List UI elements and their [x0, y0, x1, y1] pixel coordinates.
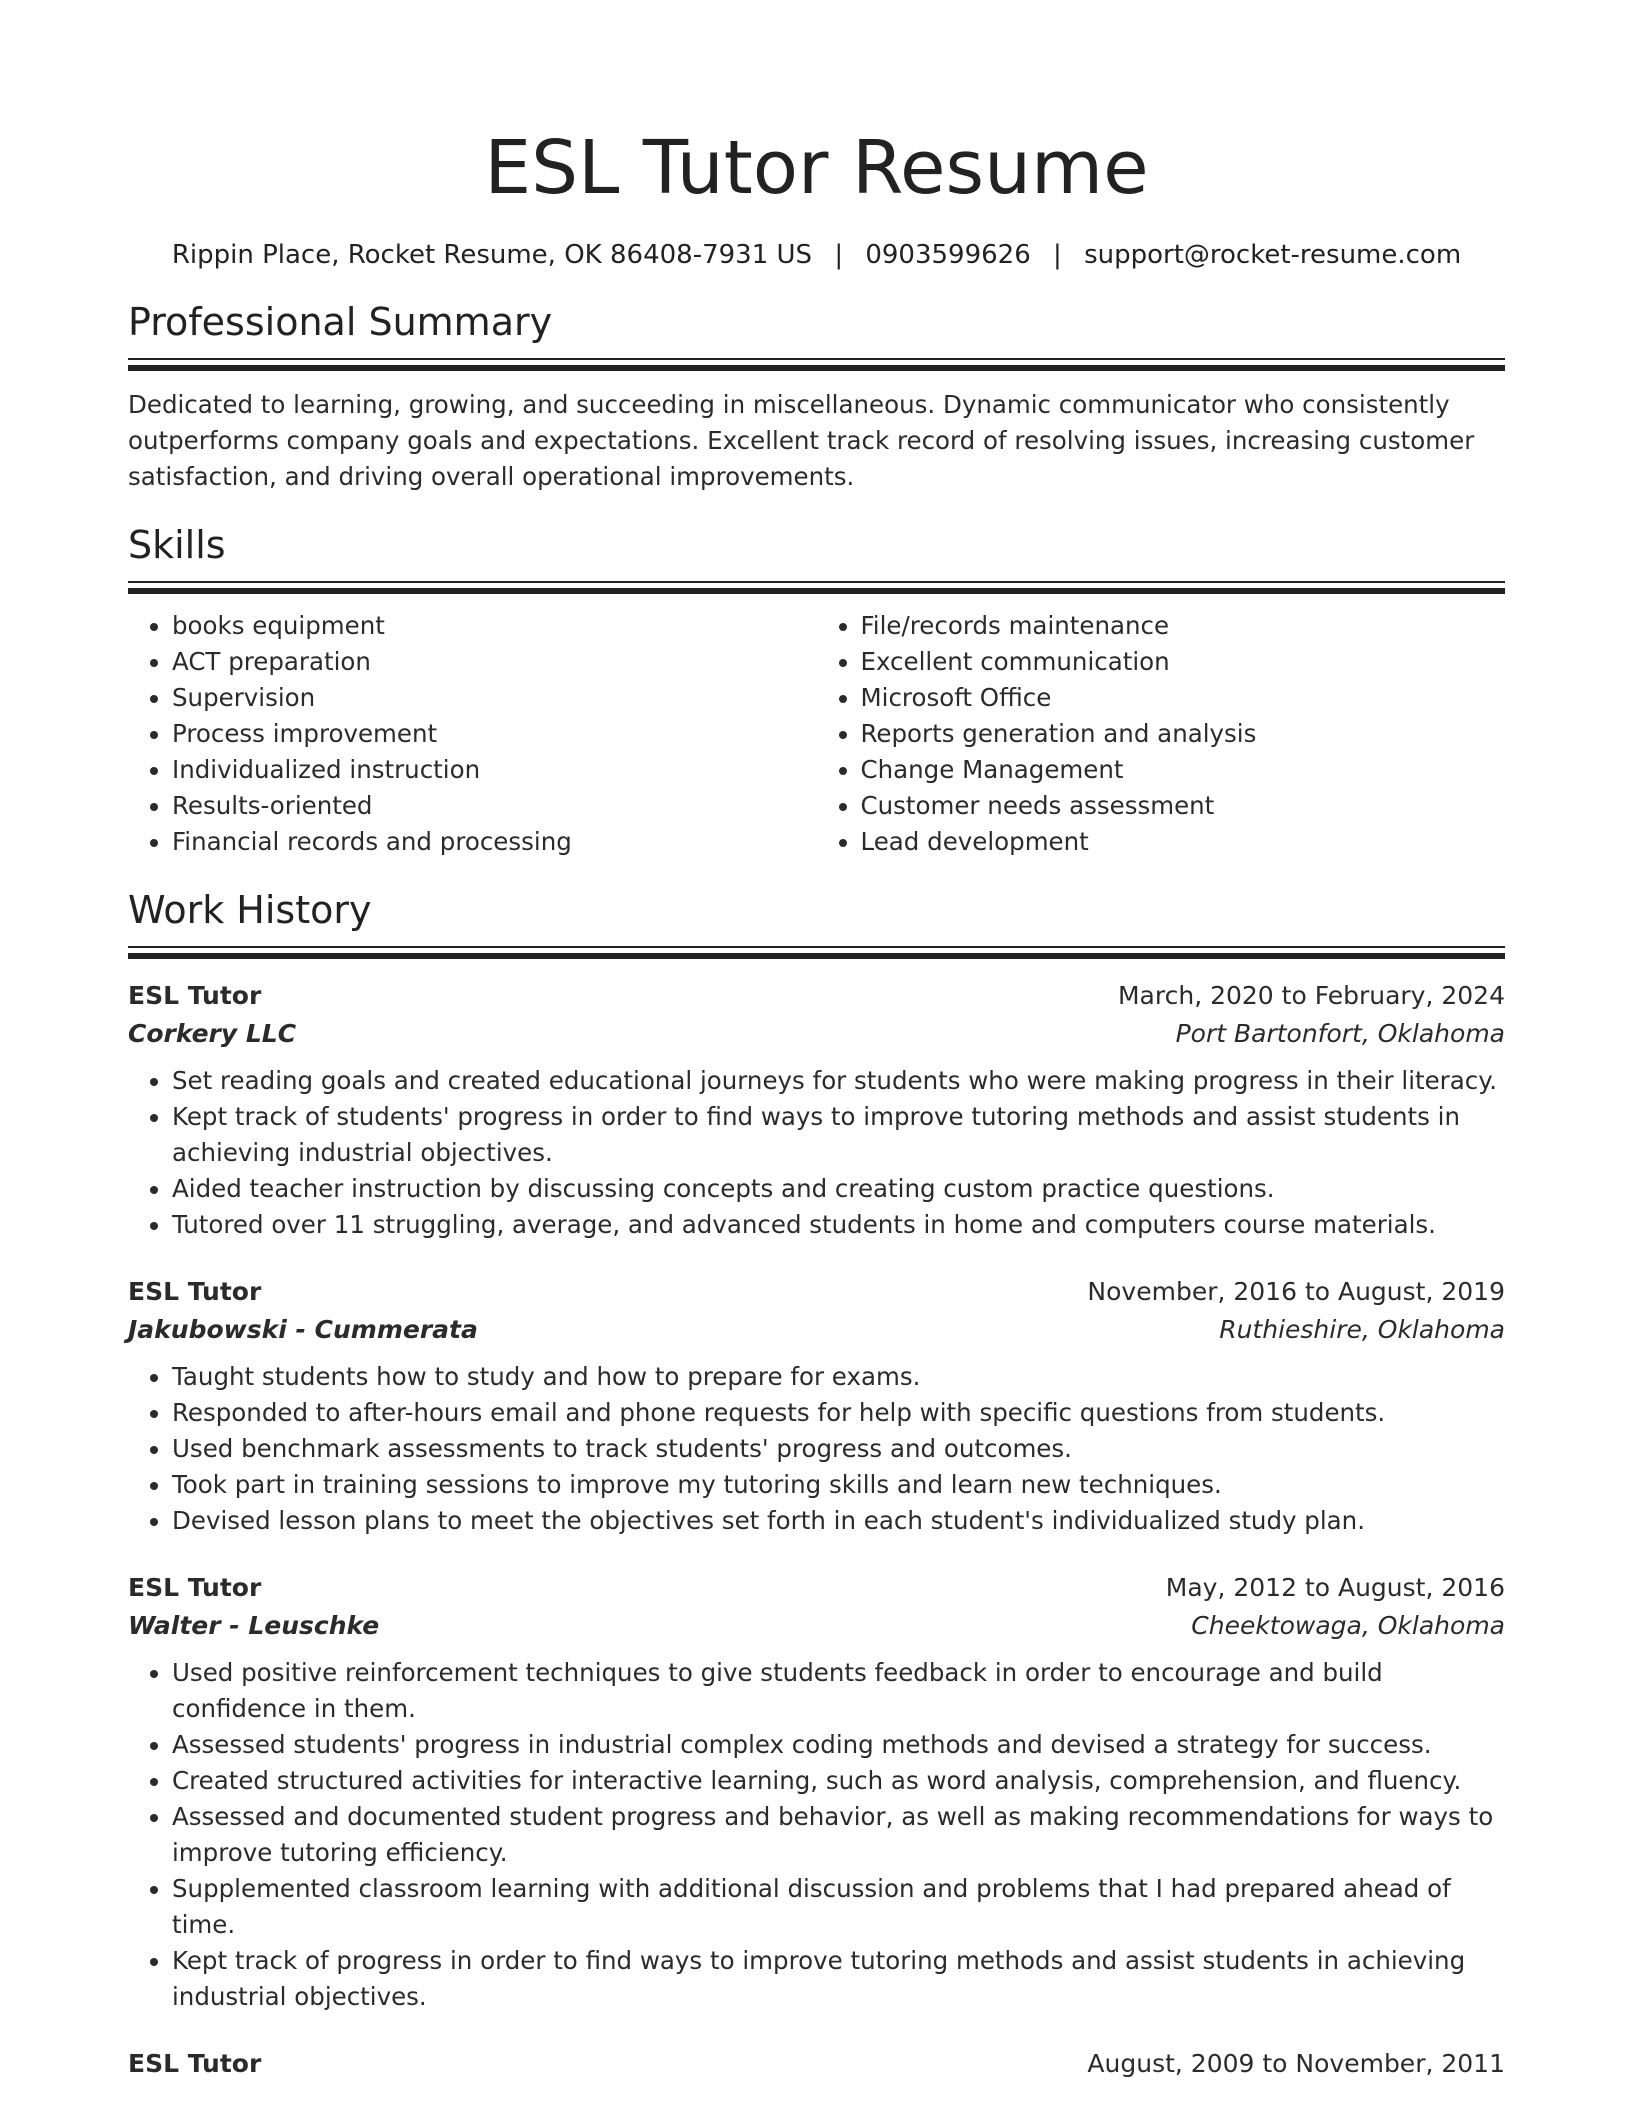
job-bullet: • Created structured activities for interactive learning, such as word analysis, comprehension, and fluency.	[172, 1763, 1505, 1799]
skill-item: • Customer needs assessment	[861, 788, 1506, 824]
job-title: ESL Tutor	[128, 1573, 262, 1602]
skill-item: • Financial records and processing	[172, 824, 817, 860]
job-bullet: • Devised lesson plans to meet the objectives set forth in each student's individualized study plan.	[172, 1503, 1505, 1539]
section-rule-thick	[128, 588, 1505, 594]
job-bullet: • Kept track of students' progress in order to find ways to improve tutoring methods and assist students in achieving industrial objectives.	[172, 1099, 1505, 1171]
job-location: Cheektowaga, Oklahoma	[1191, 1611, 1505, 1640]
skill-item: • Individualized instruction	[172, 752, 817, 788]
section-rule-thin	[128, 358, 1505, 360]
skills-list-left	[128, 608, 817, 860]
job-bullet: • Kept track of progress in order to find ways to improve tutoring methods and assist students in achieving industrial objectives.	[172, 1943, 1505, 2015]
job-header-row	[128, 1569, 1505, 1607]
job-bullets	[128, 1655, 1505, 2015]
resume-title: ESL Tutor Resume	[484, 125, 1149, 211]
section-title-skills: Skills	[128, 523, 226, 567]
job-company-row	[128, 1311, 1505, 1349]
job-location: Ruthieshire, Oklahoma	[1219, 1315, 1505, 1344]
job-bullets	[128, 1063, 1505, 1243]
job-company-row	[128, 1607, 1505, 1645]
skill-item: • Change Management	[861, 752, 1506, 788]
job-entry	[128, 1569, 1505, 2015]
section-rule-thin	[128, 946, 1505, 948]
job-location: Port Bartonfort, Oklahoma	[1175, 1019, 1505, 1048]
skill-item: • Process improvement	[172, 716, 817, 752]
contact-line	[128, 238, 1505, 272]
skill-item: • Excellent communication	[861, 644, 1506, 680]
job-bullet: • Assessed and documented student progress and behavior, as well as making recommendations for ways to improve tutoring efficiency.	[172, 1799, 1505, 1871]
job-entry	[128, 1273, 1505, 1539]
job-title: ESL Tutor	[128, 981, 262, 1010]
job-company: Walter - Leuschke	[128, 1611, 380, 1640]
job-bullet: • Taught students how to study and how to prepare for exams.	[172, 1359, 1505, 1395]
job-dates: November, 2016 to August, 2019	[1087, 1277, 1505, 1306]
skills-section	[128, 521, 1505, 860]
contact-address: Rippin Place, Rocket Resume, OK 86408-7931 US	[171, 240, 813, 270]
job-entry	[128, 977, 1505, 1243]
job-bullet: • Responded to after-hours email and phone requests for help with specific questions from students.	[172, 1395, 1505, 1431]
section-rule-thin	[128, 581, 1505, 583]
job-company: Corkery LLC	[128, 1019, 297, 1048]
skills-list-right	[817, 608, 1506, 860]
job-bullet: • Tutored over 11 struggling, average, and advanced students in home and computers course materials.	[172, 1207, 1505, 1243]
job-company-row	[128, 1015, 1505, 1053]
job-header-row	[128, 2045, 1505, 2083]
job-bullet: • Assessed students' progress in industrial complex coding methods and devised a strategy for success.	[172, 1727, 1505, 1763]
section-rule-thick	[128, 365, 1505, 371]
section-title-work-history: Work History	[128, 888, 372, 932]
skill-item: • books equipment	[172, 608, 817, 644]
summary-text: Dedicated to learning, growing, and succeeding in miscellaneous. Dynamic communicator who consistently outperforms company goals and expectations. Excellent track record of resolving issues, increasing customer satisfaction, and driving overall operational improvements.	[128, 390, 1475, 491]
skill-item: • Microsoft Office	[861, 680, 1506, 716]
job-title: ESL Tutor	[128, 2049, 262, 2078]
job-entry	[128, 2045, 1505, 2083]
skill-item: • Results-oriented	[172, 788, 817, 824]
job-bullet: • Used benchmark assessments to track students' progress and outcomes.	[172, 1431, 1505, 1467]
contact-email: support@rocket-resume.com	[1084, 240, 1462, 270]
job-dates: March, 2020 to February, 2024	[1117, 981, 1505, 1010]
skills-columns	[128, 608, 1505, 860]
job-company: Jakubowski - Cummerata	[128, 1315, 478, 1344]
contact-separator: |	[834, 240, 844, 270]
job-dates: August, 2009 to November, 2011	[1087, 2049, 1505, 2078]
section-title-summary: Professional Summary	[128, 300, 553, 344]
skill-item: • ACT preparation	[172, 644, 817, 680]
job-bullets	[128, 1359, 1505, 1539]
job-header-row	[128, 1273, 1505, 1311]
resume-page	[128, 0, 1505, 2083]
job-bullet: • Set reading goals and created educational journeys for students who were making progress in their literacy.	[172, 1063, 1505, 1099]
skill-item: • Reports generation and analysis	[861, 716, 1506, 752]
contact-phone: 0903599626	[865, 240, 1031, 270]
skill-item: • Supervision	[172, 680, 817, 716]
job-bullet: • Supplemented classroom learning with additional discussion and problems that I had prepared ahead of time.	[172, 1871, 1505, 1943]
job-dates: May, 2012 to August, 2016	[1165, 1573, 1505, 1602]
professional-summary-section	[128, 298, 1505, 495]
skill-item: • File/records maintenance	[861, 608, 1506, 644]
job-bullet: • Aided teacher instruction by discussing concepts and creating custom practice questions.	[172, 1171, 1505, 1207]
skill-item: • Lead development	[861, 824, 1506, 860]
work-history-section	[128, 886, 1505, 2083]
section-rule-thick	[128, 953, 1505, 959]
job-bullet: • Took part in training sessions to improve my tutoring skills and learn new techniques.	[172, 1467, 1505, 1503]
job-title: ESL Tutor	[128, 1277, 262, 1306]
contact-separator: |	[1053, 240, 1062, 270]
job-bullet: • Used positive reinforcement techniques to give students feedback in order to encourage and build confidence in them.	[172, 1655, 1505, 1727]
job-header-row	[128, 977, 1505, 1015]
